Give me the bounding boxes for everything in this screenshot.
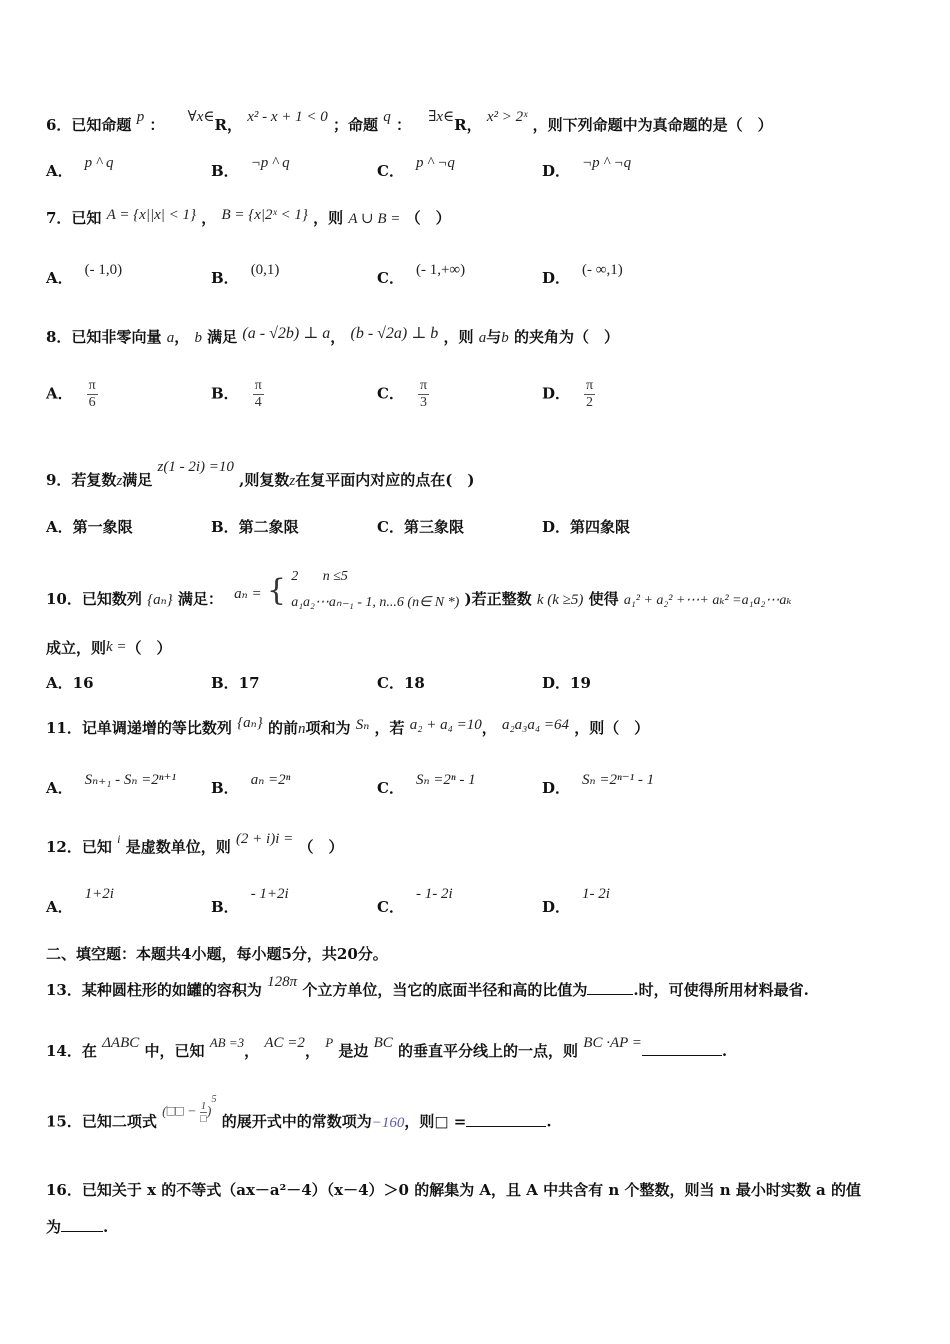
q9-option-c[interactable]: C．第三象限 xyxy=(377,518,464,536)
q7-option-b[interactable]: B． (0,1) xyxy=(211,262,280,287)
q10-k: k (k ≥5) xyxy=(536,592,584,608)
q9-option-d[interactable]: D．第四象限 xyxy=(542,518,631,536)
q16-answer-blank[interactable] xyxy=(61,1231,103,1232)
q6-option-b[interactable]: B． ¬p ^ q xyxy=(211,155,290,180)
q15-answer-blank[interactable] xyxy=(466,1126,546,1127)
q10-option-b[interactable]: B．17 xyxy=(211,674,260,692)
q7-option-c[interactable]: C． (- 1,+∞) xyxy=(377,262,466,287)
q10-an: aₙ = xyxy=(234,586,262,602)
q8-option-b[interactable]: B． $\frac{\pi}{4}$ xyxy=(211,378,262,410)
q9-eq: z(1 - 2i) =10 xyxy=(157,459,234,475)
q6-ineq2: x² > 2ˣ xyxy=(486,109,528,125)
q14-answer-blank[interactable] xyxy=(642,1055,722,1056)
q7-set-a: A = {x||x| < 1} xyxy=(106,207,196,223)
q12-option-d[interactable]: D．1- 2i xyxy=(542,886,610,916)
q6-option-a[interactable]: A． p ^ q xyxy=(46,155,114,180)
q8-b: b xyxy=(194,330,202,346)
q11-option-c[interactable]: C． Sₙ =2ⁿ - 1 xyxy=(377,772,476,797)
q7-stem: 7．已知 A = {x||x| < 1} ， B = {x|2ˣ < 1} ，则 A ∪ B = （ ） xyxy=(46,207,451,227)
q8-option-d[interactable]: D． $\frac{\pi}{2}$ xyxy=(542,378,594,410)
q11-option-b[interactable]: B． aₙ =2ⁿ xyxy=(211,772,291,797)
q11-option-a[interactable]: A． Sₙ₊₁ - Sₙ =2ⁿ⁺¹ xyxy=(46,772,176,797)
q15-constant: −160 xyxy=(371,1114,405,1131)
q10-line2: 成立，则k =（ ） xyxy=(46,639,172,657)
q11-option-d[interactable]: D． Sₙ =2ⁿ⁻¹ - 1 xyxy=(542,772,655,797)
q8-cond1: (a - √2b) ⊥ a xyxy=(242,325,331,342)
q7-set-b: B = {x|2ˣ < 1} xyxy=(221,207,308,223)
q6-stem: 6．已知命题 p ： ∀x∈R， x² - x + 1 < 0 ；命题 q ： ∃x∈R， x² > 2ˣ ，则下列命题中为真命题的是（ ） xyxy=(46,109,773,134)
q16-line2: 为 . xyxy=(46,1218,109,1236)
q10-seq: {aₙ} xyxy=(147,592,173,608)
q10-option-d[interactable]: D．19 xyxy=(542,674,591,692)
q8-stem: 8．已知非零向量 a， b 满足 (a - √2b) ⊥ a， (b - √2a) ⊥ b ，则 a与b 的夹角为（ ） xyxy=(46,325,620,346)
q9-option-a[interactable]: A．第一象限 xyxy=(46,518,133,536)
q6-option-c[interactable]: C． p ^ ¬q xyxy=(377,155,455,180)
q6-tail: ，则下列命题中为真命题的是（ ） xyxy=(532,116,773,134)
q6-exists: ∃x∈ xyxy=(428,109,455,125)
q9-option-b[interactable]: B．第二象限 xyxy=(211,518,299,536)
q6-forall: ∀x∈ xyxy=(187,109,215,125)
q6-ineq1: x² - x + 1 < 0 xyxy=(247,109,328,125)
q6-R2: R xyxy=(454,116,467,134)
q12-option-a[interactable]: A．1+2i xyxy=(46,886,114,916)
q16-line1: 16．已知关于 x 的不等式（ax－a²－4）（x－4）＞0 的解集为 A，且 A 中共含有 n 个整数，则当 n 最小时实数 a 的值 xyxy=(46,1181,861,1199)
q6-q: q xyxy=(383,109,391,125)
q8-cond2: (b - √2a) ⊥ b xyxy=(350,325,439,342)
q8-a: a xyxy=(166,330,175,346)
q6-semi: ；命题 xyxy=(333,116,379,134)
q7-stem-a: 7．已知 xyxy=(46,209,102,227)
q8-option-c[interactable]: C． $\frac{\pi}{3}$ xyxy=(377,378,428,410)
q6-R1: R xyxy=(214,116,227,134)
q10-cases: 2 n ≤5 a₁a₂⋯aₙ₋₁ - 1, n...6 (n∈ N *) xyxy=(291,569,460,610)
q13-stem: 13．某种圆柱形的如罐的容积为 128π 个立方单位，当它的底面半径和高的比值为 .时，可使得所用材料最省. xyxy=(46,974,809,999)
q10-eq: a₁² + a₂² +⋯+ aₖ² =a₁a₂⋯aₖ xyxy=(623,593,792,608)
q12-option-c[interactable]: C．- 1- 2i xyxy=(377,886,453,916)
q6-colon2: ： xyxy=(395,116,411,134)
q6-option-d[interactable]: D． ¬p ^ ¬q xyxy=(542,155,632,180)
q6-colon: ： xyxy=(149,116,165,134)
q10-option-a[interactable]: A．16 xyxy=(46,674,94,692)
q10-option-c[interactable]: C．18 xyxy=(377,674,425,692)
q10-stem: 10．已知数列 {aₙ} 满足： aₙ = { 2 n ≤5 a₁a₂⋯aₙ₋₁ - 1, n...6 (n∈ N *) )若正整数 k (k ≥5) 使得 a₁² + a₂² +⋯+ aₖ² =a₁a₂⋯aₖ xyxy=(46,550,791,610)
q9-stem: 9．若复数z满足 z(1 - 2i) =10 ,则复数z在复平面内对应的点在( ) xyxy=(46,459,475,489)
q12-stem: 12．已知 i 是虚数单位，则 (2 + i)i = （ ） xyxy=(46,831,344,856)
q15-binomial: (□□ − 1 □ )$^5$ xyxy=(162,1094,217,1125)
q11-stem: 11．记单调递增的等比数列 {aₙ} 的前n项和为 Sₙ ，若 a₂ + a₄ =10， a₂a₃a₄ =64 ，则（ ） xyxy=(46,715,650,737)
section-title: 二、填空题：本题共4小题，每小题5分，共20分。 xyxy=(46,945,388,963)
q8-option-a[interactable]: A． $\frac{\pi}{6}$ xyxy=(46,378,96,410)
q7-option-d[interactable]: D． (- ∞,1) xyxy=(542,262,623,287)
q6-p: p xyxy=(136,109,145,125)
q13-answer-blank[interactable] xyxy=(587,994,633,995)
q12-option-b[interactable]: B．- 1+2i xyxy=(211,886,289,916)
q7-union: A ∪ B = xyxy=(348,211,401,227)
q15-stem: 15．已知二项式 (□□ − 1 □ )$^5$ 的展开式中的常数项为−160，则□ = . xyxy=(46,1094,552,1131)
q14-stem: 14．在 ΔABC 中，已知 AB =3， AC =2， P 是边 BC 的垂直平分线上的一点，则 BC ·AP = . xyxy=(46,1035,728,1060)
q7-option-a[interactable]: A． (- 1,0) xyxy=(46,262,123,287)
q6-stem-a: 6．已知命题 xyxy=(46,116,132,134)
